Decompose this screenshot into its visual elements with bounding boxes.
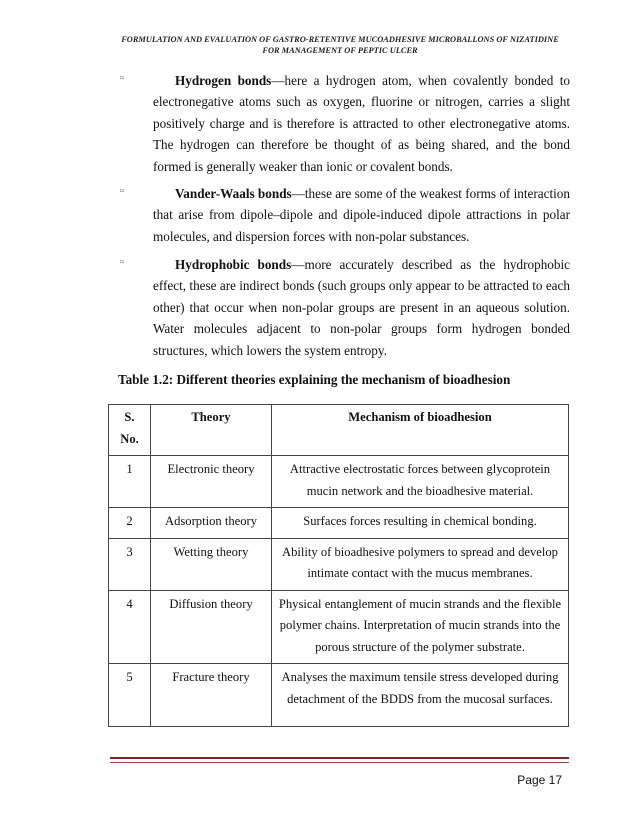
cell-theory: Fracture theory <box>151 664 272 727</box>
cell-theory: Adsorption theory <box>151 508 272 539</box>
bullet-marker-icon: ▫ <box>120 256 124 268</box>
table-row <box>109 538 569 590</box>
cell-sno: 5 <box>109 664 151 727</box>
bullet-paragraph <box>110 70 570 177</box>
bullet-paragraph <box>110 254 570 361</box>
bullet-paragraph <box>110 183 570 247</box>
table-header-row <box>109 405 569 456</box>
footer-divider-thin <box>110 762 569 763</box>
table-row <box>109 508 569 539</box>
bioadhesion-theories-table <box>108 404 569 727</box>
cell-mechanism: Analyses the maximum tensile stress developed during detachment of the BDDS from the mucosal surfaces. <box>272 664 569 727</box>
header-theory: Theory <box>151 405 272 456</box>
bullet-marker-icon: ▫ <box>120 185 124 197</box>
cell-mechanism: Surfaces forces resulting in chemical bonding. <box>272 508 569 539</box>
cell-mechanism: Attractive electrostatic forces between glycoprotein mucin network and the bioadhesive material. <box>272 456 569 508</box>
table-caption: Table 1.2: Different theories explaining the mechanism of bioadhesion <box>118 372 511 387</box>
bullet-text: —these are some of the weakest forms of interaction that arise from dipole–dipole and dipole-induced dipole attractions in polar molecules, and dispersion forces with non-polar substances. <box>153 186 570 244</box>
table-row <box>109 456 569 508</box>
bullet-term: Vander-Waals bonds <box>175 186 292 201</box>
cell-sno: 4 <box>109 590 151 664</box>
bullet-hydrophobic-bonds <box>110 254 570 361</box>
cell-theory: Electronic theory <box>151 456 272 508</box>
table-row <box>109 664 569 727</box>
header-sno: S. No. <box>109 405 151 456</box>
cell-sno: 1 <box>109 456 151 508</box>
page-number: Page 17 <box>517 773 562 787</box>
running-header-line1: FORMULATION AND EVALUATION OF GASTRO-RETENTIVE MUCOADHESIVE MICROBALLONS OF NIZATIDINE <box>121 35 559 44</box>
bullet-marker-icon: ▫ <box>120 72 124 84</box>
running-header <box>100 34 580 56</box>
cell-theory: Wetting theory <box>151 538 272 590</box>
header-mechanism: Mechanism of bioadhesion <box>272 405 569 456</box>
cell-sno: 3 <box>109 538 151 590</box>
bullet-text: —here a hydrogen atom, when covalently bonded to electronegative atoms such as oxygen, fluorine or nitrogen, carries a slight positively charge and is therefore is attracted to other electronegative atoms. The hydrogen can therefore be thought of as being shared, and the bond formed is generally weaker than ionic or covalent bonds. <box>153 73 571 174</box>
bullet-hydrogen-bonds <box>110 70 570 177</box>
table-row <box>109 590 569 664</box>
footer-divider-thick <box>110 757 569 759</box>
cell-theory: Diffusion theory <box>151 590 272 664</box>
cell-mechanism: Physical entanglement of mucin strands and the flexible polymer chains. Interpretation of mucin strands into the porous structure of the polymer substrate. <box>272 590 569 664</box>
bullet-text: —more accurately described as the hydrophobic effect, these are indirect bonds (such groups only appear to be attracted to each other) that occur when non-polar groups are present in an aqueous solution. Water molecules adjacent to non-polar groups form hydrogen bonded structures, which lowers the system entropy. <box>153 257 570 358</box>
running-header-line2: FOR MANAGEMENT OF PEPTIC ULCER <box>262 46 418 55</box>
cell-mechanism: Ability of bioadhesive polymers to spread and develop intimate contact with the mucus membranes. <box>272 538 569 590</box>
bullet-term: Hydrogen bonds <box>175 73 272 88</box>
bullet-vander-waals-bonds <box>110 183 570 247</box>
cell-sno: 2 <box>109 508 151 539</box>
bullet-term: Hydrophobic bonds <box>175 257 292 272</box>
